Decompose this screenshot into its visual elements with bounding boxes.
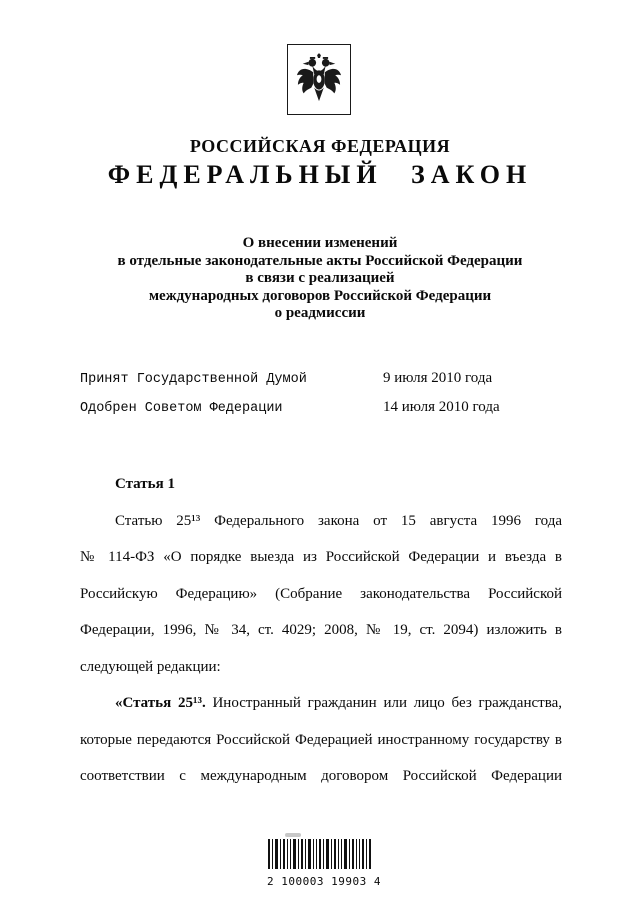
body-line: следующей редакции:: [80, 658, 221, 675]
adoption-block: [80, 370, 562, 428]
law-title-line: в отдельные законодательные акты Российской Федерации: [117, 252, 523, 269]
article-25-13-bold-label: «Статья 25¹³.: [115, 695, 206, 711]
body-line: которые передаются Российской Федерацией иностранному государству в: [80, 731, 562, 748]
body-line-article-25-13: [80, 685, 562, 722]
law-title-line: в связи с реализацией: [245, 270, 395, 286]
document-type-heading: ФЕДЕРАЛЬНЫЙ ЗАКОН: [107, 160, 533, 189]
publication-barcode: [267, 833, 381, 888]
body-line-text: Иностранный гражданин или лицо без гражданства,: [212, 695, 562, 711]
law-title-line: о реадмиссии: [274, 305, 366, 321]
adoption-date: 14 июля 2010 года: [383, 399, 500, 415]
body-line: соответствии с международным договором Российской Федерации: [80, 768, 562, 784]
double-headed-eagle-icon: [296, 53, 342, 107]
body-line: Российскую Федерацию» (Собрание законодательства Российской: [80, 585, 562, 602]
law-title: [60, 235, 580, 323]
coat-of-arms-box: [287, 44, 351, 115]
adoption-label: Одобрен Советом Федерации: [80, 401, 283, 416]
country-heading: РОССИЙСКАЯ ФЕДЕРАЦИЯ: [189, 136, 451, 156]
adoption-row-council: [80, 399, 562, 416]
law-title-line: международных договоров Российской Федерации: [148, 287, 492, 304]
body-line: № 114-ФЗ «О порядке выезда из Российской Федерации и въезда в: [80, 549, 562, 565]
article-1-heading: Статья 1: [115, 476, 175, 492]
document-body: [80, 466, 562, 795]
adoption-label: Принят Государственной Думой: [80, 372, 307, 387]
body-line: Федерации, 1996, № 34, ст. 4029; 2008, № 19, ст. 2094) изложить в: [80, 622, 562, 638]
adoption-date: 9 июля 2010 года: [383, 370, 493, 386]
barcode-number: 2 100003 19903 4: [267, 875, 381, 888]
barcode-top-mark: [285, 833, 301, 837]
barcode-bars: [268, 839, 372, 869]
adoption-row-duma: [80, 370, 562, 387]
body-line: Статью 25¹³ Федерального закона от 15 августа 1996 года: [115, 512, 562, 529]
law-title-line: О внесении изменений: [242, 235, 398, 251]
